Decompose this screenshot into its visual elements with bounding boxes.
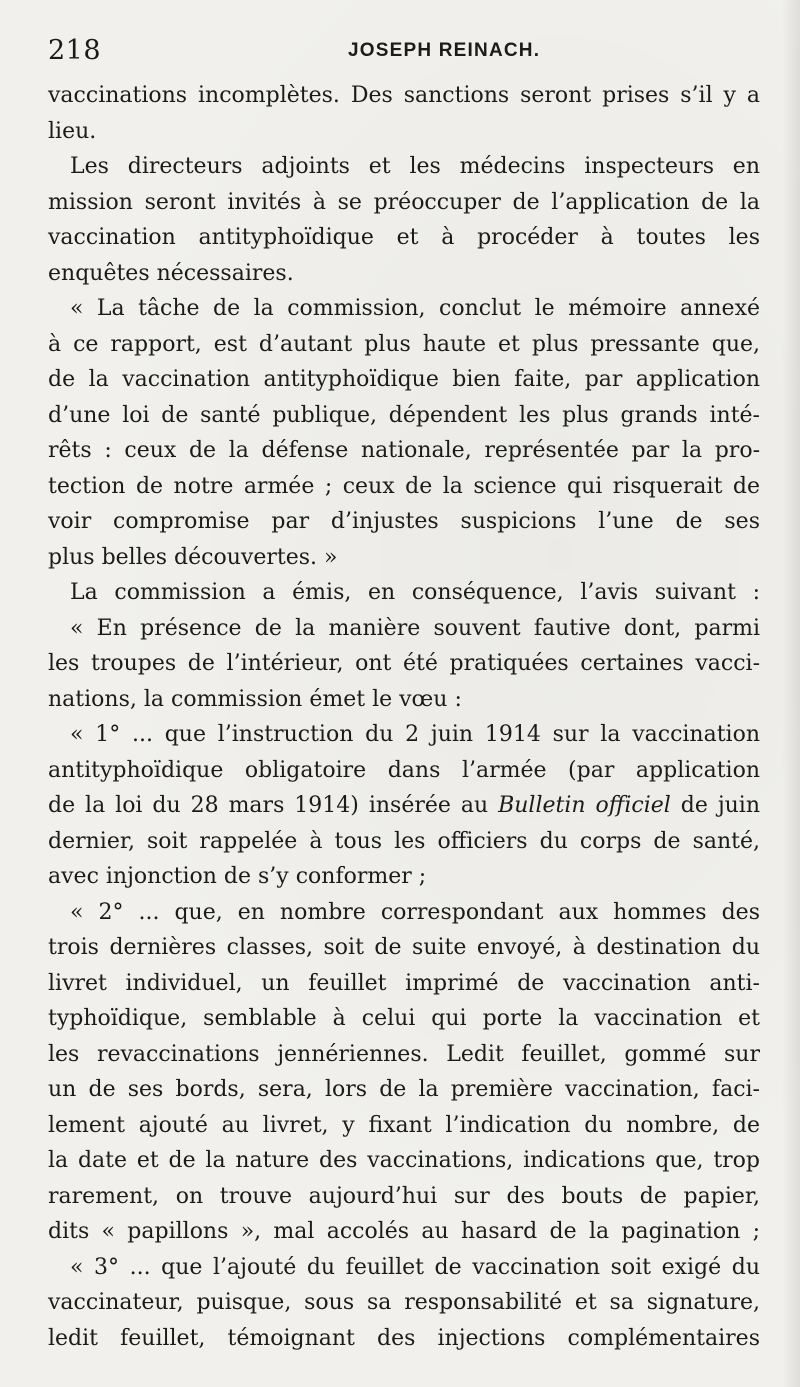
- page-header: [48, 34, 768, 68]
- text-line: vaccination antityphoïdique et à procéder à toutes les: [48, 225, 760, 250]
- text-line: Les directeurs adjoints et les médecins inspecteurs en: [70, 154, 760, 179]
- text-line: vaccinations incomplètes. Des sanctions seront prises s’il y a: [48, 83, 760, 108]
- text-line: la date et de la nature des vaccinations, indications que, trop: [48, 1148, 760, 1173]
- text-line: avec injonction de s’y conformer ;: [48, 864, 427, 889]
- text-line: typhoïdique, semblable à celui qui porte la vaccination et: [48, 1006, 760, 1031]
- text-line: livret individuel, un feuillet imprimé de vaccination anti-: [48, 970, 760, 996]
- text-line: « La tâche de la commission, conclut le mémoire annexé: [70, 296, 760, 321]
- text-line: les revaccinations jennériennes. Ledit feuillet, gommé sur: [48, 1041, 760, 1067]
- text-line: La commission a émis, en conséquence, l’avis suivant :: [70, 580, 760, 605]
- text-line: rêts : ceux de la défense nationale, représentée par la pro-: [48, 438, 760, 463]
- text-line: trois dernières classes, soit de suite envoyé, à destination du: [48, 935, 760, 960]
- text-line: lieu.: [48, 118, 97, 144]
- text-line: à ce rapport, est d’autant plus haute et plus pressante que,: [48, 331, 760, 357]
- text-line: voir compromise par d’injustes suspicions l’une de ses: [48, 509, 760, 534]
- text-line: tection de notre armée ; ceux de la science qui risquerait de: [48, 473, 760, 499]
- text-line: rarement, on trouve aujourd’hui sur des bouts de papier,: [48, 1183, 760, 1209]
- page-edge-shadow: [782, 0, 800, 1387]
- text-line: enquêtes nécessaires.: [48, 260, 294, 286]
- text-line: de la vaccination antityphoïdique bien faite, par application: [48, 367, 760, 392]
- text-line: « 1° ... que l’instruction du 2 juin 1914 sur la vaccination: [70, 722, 760, 747]
- page-number: 218: [48, 35, 102, 66]
- text-line: « 3° ... que l’ajouté du feuillet de vaccination soit exigé du: [70, 1254, 760, 1280]
- text-line: d’une loi de santé publique, dépendent les plus grands inté-: [48, 402, 760, 428]
- text-line: plus belles découvertes. »: [48, 544, 338, 570]
- body-text: [48, 78, 760, 1356]
- text-line: nations, la commission émet le vœu :: [48, 686, 462, 712]
- text-line: « 2° ... que, en nombre correspondant aux hommes des: [70, 899, 760, 925]
- text-line: lement ajouté au livret, y fixant l’indication du nombre, de: [48, 1112, 760, 1138]
- running-head: JOSEPH REINACH.: [348, 40, 541, 61]
- text-line: dits « papillons », mal accolés au hasard de la pagination ;: [48, 1219, 760, 1244]
- text-line: « En présence de la manière souvent fautive dont, parmi: [70, 615, 760, 641]
- text-line: antityphoïdique obligatoire dans l’armée (par application: [48, 757, 760, 783]
- text-line: un de ses bords, sera, lors de la première vaccination, faci-: [48, 1077, 760, 1102]
- text-line: dernier, soit rappelée à tous les officiers du corps de santé,: [48, 828, 760, 854]
- text-line: ledit feuillet, témoignant des injections complémentaires: [48, 1325, 760, 1351]
- text-line: vaccinateur, puisque, sous sa responsabilité et sa signature,: [48, 1290, 760, 1315]
- text-line: mission seront invités à se préoccuper de l’application de la: [48, 189, 760, 215]
- text-line: de la loi du 28 mars 1914) insérée au Bulletin officiel de juin: [48, 793, 761, 818]
- text-line: les troupes de l’intérieur, ont été pratiquées certaines vacci-: [48, 651, 760, 676]
